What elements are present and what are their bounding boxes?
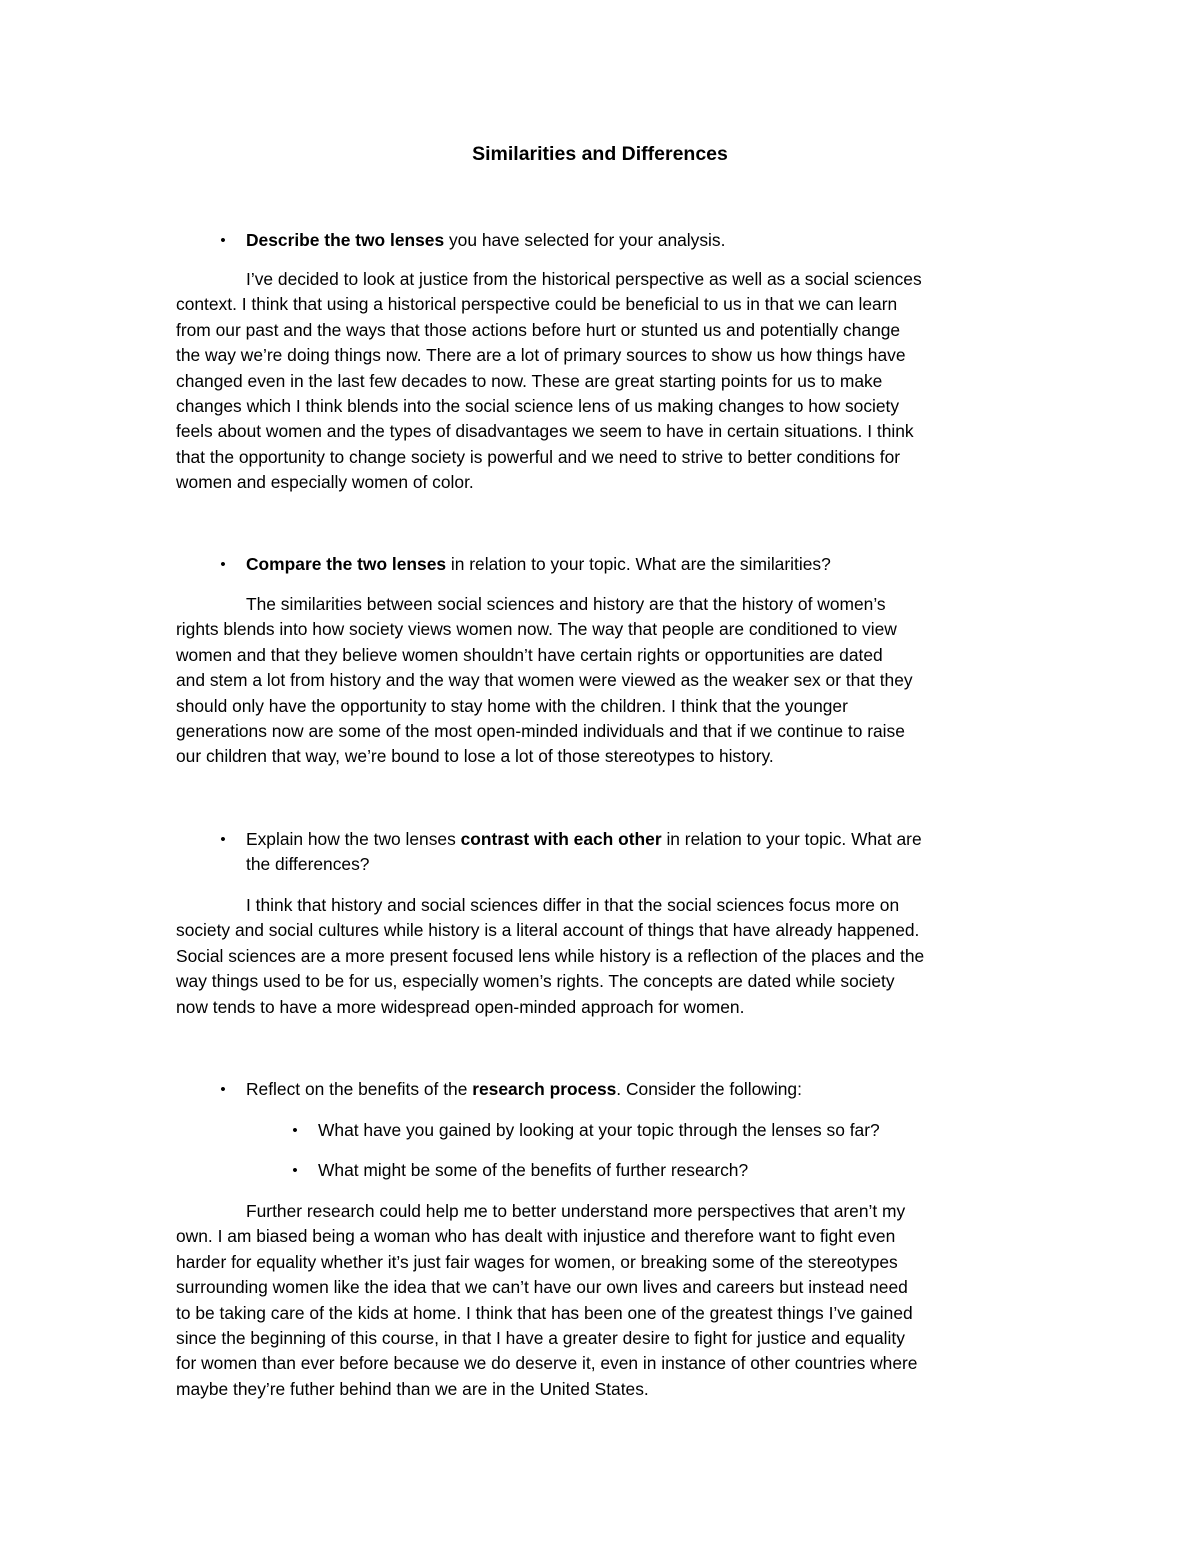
answer-line: since the beginning of this course, in that I have a greater desire to fight for justice and equality [176, 1327, 905, 1348]
answer-line: the way we’re doing things now. There are a lot of primary sources to show us how things have [176, 345, 906, 366]
answer-line: from our past and the ways that those actions before hurt or stunted us and potentially change [176, 319, 901, 340]
answer-line: Social sciences are a more present focused lens while history is a reflection of the places and the [176, 945, 925, 966]
bullet-icon: • [220, 1081, 226, 1098]
prompt-contrast-lenses [220, 827, 1046, 878]
prompt-text: you have selected for your analysis. [444, 230, 726, 250]
answer-line: and stem a lot from history and the way that women were viewed as the weaker sex or that they [176, 670, 913, 691]
prompt-text: the differences? [246, 854, 370, 875]
answer-line: own. I am biased being a woman who has dealt with injustice and therefore want to fight even [176, 1226, 896, 1247]
prompt-text: Reflect on the benefits of the [246, 1079, 473, 1099]
prompt-bold-text: Describe the two lenses [246, 230, 445, 250]
sub-item-text: What might be some of the benefits of further research? [318, 1160, 749, 1180]
answer-line: our children that way, we’re bound to lose a lot of those stereotypes to history. [176, 746, 774, 767]
answer-line: context. I think that using a historical perspective could be beneficial to us in that we can learn [176, 294, 898, 315]
prompt-text: in relation to your topic. What are the similarities? [446, 554, 831, 574]
answer-paragraph-4 [176, 1199, 1036, 1402]
prompt-text: Explain how the two lenses [246, 829, 461, 849]
sub-item-text: What have you gained by looking at your topic through the lenses so far? [318, 1120, 880, 1140]
bullet-icon: • [220, 232, 226, 249]
prompt-compare-lenses [220, 552, 1046, 577]
answer-line: harder for equality whether it’s just fair wages for women, or breaking some of the stereotypes [176, 1251, 898, 1272]
bullet-icon: • [292, 1122, 298, 1139]
answer-line: changes which I think blends into the social science lens of us making changes to how society [176, 395, 900, 416]
prompt-bold-text: Compare the two lenses [246, 554, 447, 574]
prompt-reflect-research [220, 1077, 1046, 1102]
answer-line: The similarities between social sciences and history are that the history of women’s [246, 594, 886, 614]
answer-paragraph-2 [176, 592, 1036, 770]
answer-line: should only have the opportunity to stay home with the children. I think that the younger [176, 695, 848, 716]
answer-line: that the opportunity to change society is powerful and we need to strive to better conditions for [176, 446, 901, 467]
answer-line: changed even in the last few decades to now. These are great starting points for us to make [176, 370, 883, 391]
prompt-describe-lenses [220, 228, 1046, 253]
bullet-icon: • [220, 556, 226, 573]
answer-line: women and especially women of color. [176, 472, 474, 493]
answer-line: I’ve decided to look at justice from the historical perspective as well as a social sciences [246, 269, 922, 289]
answer-line: I think that history and social sciences differ in that the social sciences focus more on [246, 895, 900, 915]
bullet-icon: • [220, 831, 226, 848]
answer-line: rights blends into how society views women now. The way that people are conditioned to view [176, 619, 897, 640]
answer-line: to be taking care of the kids at home. I think that has been one of the greatest things I’ve gained [176, 1302, 913, 1323]
answer-line: now tends to have a more widespread open-minded approach for women. [176, 996, 745, 1017]
answer-line: maybe they’re futher behind than we are in the United States. [176, 1378, 649, 1399]
prompt-text: . Consider the following: [616, 1079, 802, 1099]
answer-paragraph-1 [176, 267, 1036, 496]
answer-line: for women than ever before because we do deserve it, even in instance of other countries where [176, 1353, 918, 1374]
bullet-icon: • [292, 1162, 298, 1179]
answer-line: feels about women and the types of disadvantages we seem to have in certain situations. I think [176, 421, 914, 442]
prompt-text: in relation to your topic. What are [661, 829, 922, 849]
answer-paragraph-3 [176, 893, 1036, 1020]
answer-line: generations now are some of the most open-minded individuals and that if we continue to raise [176, 720, 905, 741]
answer-line: surrounding women like the idea that we can’t have our own lives and careers but instead need [176, 1277, 908, 1298]
prompt-bold-text: contrast with each other [460, 829, 662, 849]
answer-line: women and that they believe women shouldn’t have certain rights or opportunities are dated [176, 644, 883, 665]
answer-line: Further research could help me to better understand more perspectives that aren’t my [246, 1201, 906, 1221]
answer-line: society and social cultures while history is a literal account of things that have already happened. [176, 920, 920, 941]
page-title: Similarities and Differences [472, 143, 728, 165]
answer-line: way things used to be for us, especially women’s rights. The concepts are dated while society [176, 971, 895, 992]
sub-item-benefits [292, 1158, 1038, 1183]
prompt-bold-text: research process [472, 1079, 617, 1099]
sub-item-gained [292, 1118, 1038, 1143]
